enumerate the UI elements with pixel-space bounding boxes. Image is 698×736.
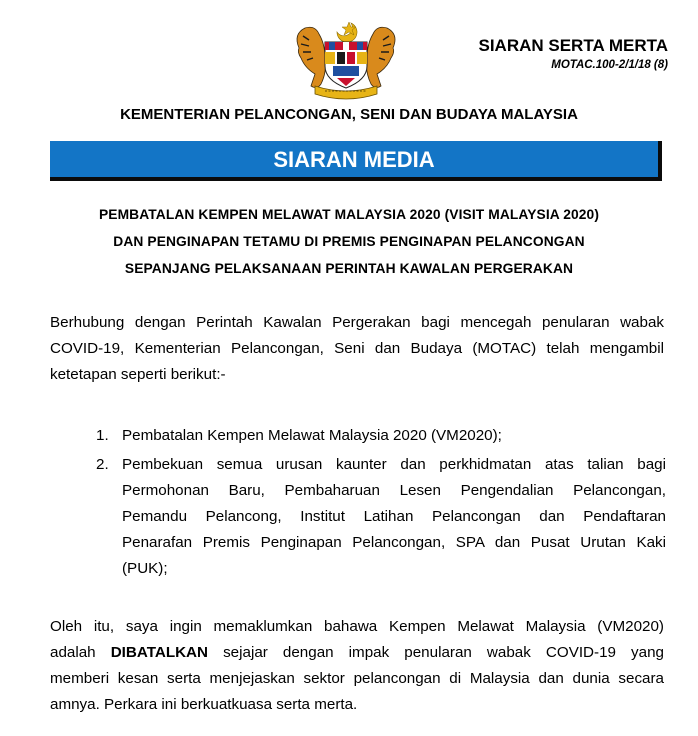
list-line: Permohonan Baru, Pembaharuan Lesen Pengendalian Pelancongan,: [122, 482, 666, 499]
closing-line: memberi kesan serta menjejaskan sektor pelancongan di Malaysia dan dunia secara: [50, 670, 664, 687]
list-number: 2.: [96, 456, 109, 473]
closing-text: sejajar dengan impak penularan wabak COVID-19 yang: [208, 644, 664, 661]
closing-line: amnya. Perkara ini berkuatkuasa serta merta.: [50, 696, 358, 713]
list-number: 1.: [96, 427, 109, 444]
ministry-name: KEMENTERIAN PELANCONGAN, SENI DAN BUDAYA MALAYSIA: [120, 106, 578, 123]
closing-paragraph: [50, 614, 664, 718]
list-line: Pemandu Pelancong, Institut Latihan Pelancongan dan Pendaftaran: [122, 508, 666, 525]
headline-line-1: PEMBATALAN KEMPEN MELAWAT MALAYSIA 2020 (VISIT MALAYSIA 2020): [98, 207, 600, 222]
release-type: SIARAN SERTA MERTA: [478, 36, 668, 55]
intro-paragraph: [50, 310, 664, 388]
list-line: Pembatalan Kempen Melawat Malaysia 2020 (VM2020);: [122, 427, 502, 444]
list-line: Pembekuan semua urusan kaunter dan perkhidmatan atas talian bagi: [122, 456, 666, 473]
intro-line: COVID-19, Kementerian Pelancongan, Seni dan Budaya (MOTAC) telah mengambil: [50, 340, 664, 357]
closing-line: Oleh itu, saya ingin memaklumkan bahawa Kempen Melawat Malaysia (VM2020): [50, 618, 664, 635]
banner-title: SIARAN MEDIA: [273, 147, 435, 172]
coat-of-arms-icon: [285, 18, 407, 100]
intro-line: ketetapan seperti berikut:-: [50, 366, 226, 383]
list-line: Penarafan Premis Penginapan Pelancongan, SPA dan Pusat Urutan Kaki: [122, 534, 666, 551]
headline-line-2: DAN PENGINAPAN TETAMU DI PREMIS PENGINAPAN PELANCONGAN: [113, 234, 585, 249]
closing-line: [50, 640, 664, 666]
cancelled-emphasis: DIBATALKAN: [110, 644, 208, 661]
closing-text: adalah: [50, 644, 111, 661]
intro-line: Berhubung dengan Perintah Kawalan Pergerakan bagi mencegah penularan wabak: [50, 314, 664, 331]
media-release-banner: [50, 141, 662, 181]
reference-number: MOTAC.100-2/1/18 (8): [551, 59, 668, 71]
list-line: (PUK);: [122, 560, 168, 577]
headline-line-3: SEPANJANG PELAKSANAAN PERINTAH KAWALAN PERGERAKAN: [124, 261, 574, 276]
